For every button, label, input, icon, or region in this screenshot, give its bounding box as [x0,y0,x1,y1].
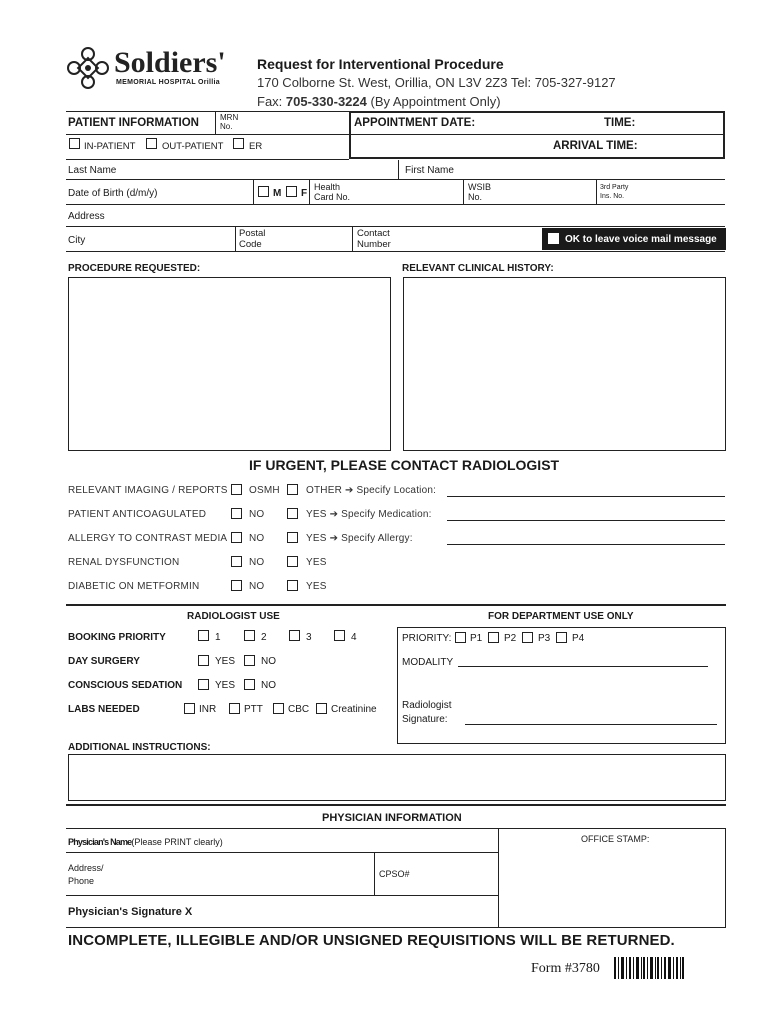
dept-p1-checkbox[interactable] [455,632,466,643]
dept-p4-checkbox[interactable] [556,632,567,643]
physician-name-note: (Please PRINT clearly) [131,837,223,847]
urgent-row-option2-label: YES [306,557,327,568]
divider [398,160,399,180]
divider [66,111,349,112]
patient-info-heading: PATIENT INFORMATION [68,117,199,129]
physician-name-field[interactable] [66,852,498,853]
urgent-row-option1-checkbox[interactable] [231,484,242,495]
urgent-row-option2-label: YES [306,581,327,592]
creatinine-label: Creatinine [331,704,377,715]
divider [66,604,726,606]
additional-instructions-label: ADDITIONAL INSTRUCTIONS: [68,742,211,753]
dept-p3-label: P3 [538,633,551,644]
voicemail-label: OK to leave voice mail message [565,234,717,245]
booking-priority-3-label: 3 [306,632,312,643]
postal-code-label: Code [239,239,262,250]
arrival-time-label: ARRIVAL TIME: [553,140,638,152]
divider [596,180,597,204]
last-name-field[interactable] [66,179,725,180]
outpatient-label: OUT-PATIENT [162,141,224,152]
dept-p2-checkbox[interactable] [488,632,499,643]
logo-subtitle: MEMORIAL HOSPITAL Orillia [116,79,220,86]
divider [235,227,236,251]
time-label: TIME: [604,117,636,129]
warning-banner: INCOMPLETE, ILLEGIBLE AND/OR UNSIGNED REQUISITIONS WILL BE RETURNED. [68,932,675,949]
urgent-row-option2-label: YES ➔ Specify Allergy: [306,533,413,544]
urgent-row-label: DIABETIC ON METFORMIN [68,581,200,592]
day-surgery-no-checkbox[interactable] [244,655,255,666]
sedation-yes-label: YES [215,680,236,691]
divider [215,112,216,134]
cbc-checkbox[interactable] [273,703,284,714]
urgent-row-option2-checkbox[interactable] [287,556,298,567]
inr-checkbox[interactable] [184,703,195,714]
dept-p2-label: P2 [504,633,517,644]
radiologist-signature-field[interactable] [465,724,717,725]
radiologist-signature-label: Signature: [402,714,448,725]
office-stamp-label: OFFICE STAMP: [581,834,650,844]
fax-label: Fax: [257,94,286,109]
mrn-label: MRN [220,113,239,122]
urgent-row-option1-checkbox[interactable] [231,532,242,543]
male-checkbox[interactable] [258,186,269,197]
urgent-row-option1-label: NO [249,533,265,544]
ptt-label: PTT [244,704,263,715]
dob-label: Date of Birth (d/m/y) [68,188,158,199]
modality-field[interactable] [458,666,708,667]
booking-priority-label: BOOKING PRIORITY [68,632,166,643]
radiologist-label: Radiologist [402,700,452,711]
third-party-label: 3rd Party [600,184,629,191]
urgent-row-specify-field[interactable] [447,520,725,521]
last-name-label: Last Name [68,165,117,176]
dept-priority-label: PRIORITY: [402,633,452,644]
inpatient-label: IN-PATIENT [84,141,136,152]
divider [352,227,353,251]
cpso-label: CPSO# [379,869,410,879]
female-label: F [301,188,308,199]
logo-name: Soldiers' [114,46,226,79]
creatinine-checkbox[interactable] [316,703,327,714]
fax-line [257,94,501,109]
urgent-row-option2-checkbox[interactable] [287,508,298,519]
divider [374,852,375,895]
third-party-no: Ins. No. [600,193,625,200]
barcode-icon [614,957,684,979]
fax-note: (By Appointment Only) [366,94,501,109]
department-use-heading: FOR DEPARTMENT USE ONLY [488,611,634,622]
booking-priority-2-label: 2 [261,632,267,643]
booking-priority-2-checkbox[interactable] [244,630,255,641]
hospital-logo [64,44,234,94]
cbc-label: CBC [288,704,310,715]
urgent-heading: IF URGENT, PLEASE CONTACT RADIOLOGIST [249,457,560,473]
modality-label: MODALITY [402,657,454,668]
address-field[interactable] [66,226,725,227]
conscious-sedation-label: CONSCIOUS SEDATION [68,680,183,691]
divider [463,180,464,204]
urgent-row-option2-checkbox[interactable] [287,580,298,591]
urgent-row-option1-label: OSMH [249,485,280,496]
inr-label: INR [199,704,217,715]
contact-label: Contact [357,228,390,239]
urgent-row-option1-label: NO [249,581,265,592]
urgent-row-option1-checkbox[interactable] [231,580,242,591]
divider [498,828,499,928]
physician-address-label: Address/ [68,863,104,873]
urgent-row-label: RELEVANT IMAGING / REPORTS [68,485,228,496]
form-number: Form #3780 [531,961,600,976]
clinical-history-box[interactable] [403,277,726,451]
wsib-no: No. [468,192,483,202]
divider [66,804,726,806]
clinical-history-label: RELEVANT CLINICAL HISTORY: [402,263,554,274]
booking-priority-4-checkbox[interactable] [334,630,345,641]
physician-phone-label: Phone [68,876,95,886]
physician-signature-label: Physician's Signature X [68,906,193,918]
er-label: ER [249,141,263,152]
additional-instructions-box[interactable] [68,754,726,801]
urgent-row-specify-field[interactable] [447,496,725,497]
divider [725,828,726,928]
female-checkbox[interactable] [286,186,297,197]
first-name-label: First Name [405,165,454,176]
divider [66,134,349,135]
form-title: Request for Interventional Procedure [257,56,504,72]
urgent-row-label: PATIENT ANTICOAGULATED [68,509,207,520]
divider [66,895,498,896]
urgent-row-option2-label: YES ➔ Specify Medication: [306,509,432,520]
radiologist-use-heading: RADIOLOGIST USE [187,611,280,622]
contact-number-label: Number [357,239,391,250]
urgent-row-specify-field[interactable] [447,544,725,545]
health-card-no: Card No. [314,192,351,202]
urgent-row-option2-checkbox[interactable] [287,484,298,495]
er-checkbox[interactable] [233,138,244,149]
sedation-no-checkbox[interactable] [244,679,255,690]
divider [253,180,254,204]
day-surgery-yes-label: YES [215,656,236,667]
appointment-date-label: APPOINTMENT DATE: [354,117,476,129]
sedation-no-label: NO [261,680,276,691]
appointment-divider [349,134,725,135]
voicemail-checkbox[interactable] [548,233,559,244]
department-use-box [397,627,726,744]
outpatient-checkbox[interactable] [146,138,157,149]
procedure-requested-label: PROCEDURE REQUESTED: [68,263,201,274]
booking-priority-4-label: 4 [351,632,357,643]
ptt-checkbox[interactable] [229,703,240,714]
city-label: City [68,235,86,246]
address-label: Address [68,211,105,222]
booking-priority-1-label: 1 [215,632,221,643]
divider [66,828,726,829]
divider [66,159,349,160]
urgent-row-label: ALLERGY TO CONTRAST MEDIA [68,533,228,544]
urgent-row-option2-label: OTHER ➔ Specify Location: [306,485,437,496]
divider [66,251,725,252]
fax-number: 705-330-3224 [285,94,367,109]
wsib-label: WSIB [468,182,492,192]
male-label: M [273,188,282,199]
dept-p1-label: P1 [470,633,483,644]
day-surgery-yes-checkbox[interactable] [198,655,209,666]
urgent-row-label: RENAL DYSFUNCTION [68,557,180,568]
physician-info-heading: PHYSICIAN INFORMATION [322,812,462,824]
divider [66,204,725,205]
physician-name-label: Physician's Name [68,837,132,847]
divider [66,927,726,928]
urgent-row-option1-checkbox[interactable] [231,508,242,519]
booking-priority-1-checkbox[interactable] [198,630,209,641]
hospital-address: 170 Colborne St. West, Orillia, ON L3V 2Z3 Tel: 705-327-9127 [257,75,616,90]
day-surgery-label: DAY SURGERY [68,656,140,667]
postal-label: Postal [239,228,266,239]
procedure-requested-box[interactable] [68,277,391,451]
inpatient-checkbox[interactable] [69,138,80,149]
mrn-no: No. [220,122,233,131]
logo-emblem-icon [64,44,112,92]
booking-priority-3-checkbox[interactable] [289,630,300,641]
urgent-row-option1-checkbox[interactable] [231,556,242,567]
physician-name-line [68,837,223,847]
divider [309,180,310,204]
urgent-row-option1-label: NO [249,557,265,568]
dept-p4-label: P4 [572,633,585,644]
dept-p3-checkbox[interactable] [522,632,533,643]
day-surgery-no-label: NO [261,656,276,667]
health-card-label: Health [314,182,341,192]
urgent-row-option1-label: NO [249,509,265,520]
sedation-yes-checkbox[interactable] [198,679,209,690]
urgent-row-option2-checkbox[interactable] [287,532,298,543]
labs-needed-label: LABS NEEDED [68,704,140,715]
